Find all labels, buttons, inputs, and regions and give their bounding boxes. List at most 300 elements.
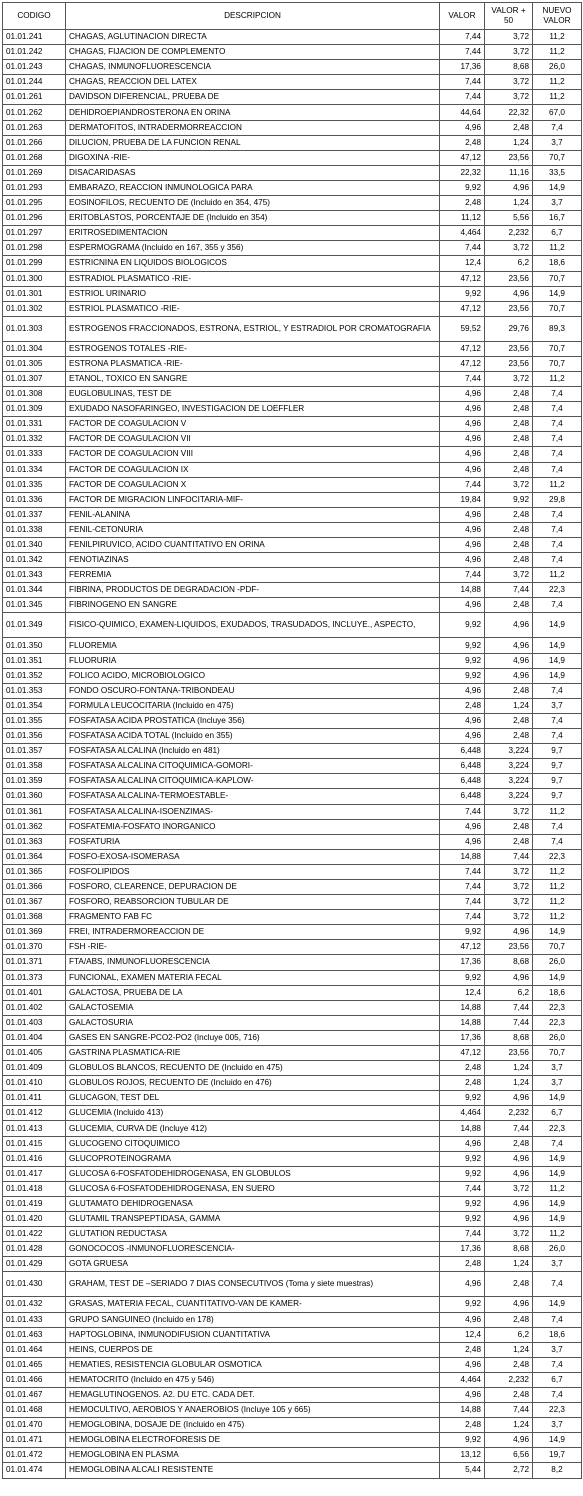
row-valor-mas-50: 1,24 [485, 1076, 533, 1091]
table-row [3, 583, 582, 598]
row-nuevo-valor: 26,0 [533, 1030, 582, 1045]
row-codigo: 01.01.410 [3, 1076, 66, 1091]
row-descripcion: GLUCOGENO CITOQUIMICO [66, 1136, 440, 1151]
table-row [3, 744, 582, 759]
table-row [3, 241, 582, 256]
row-descripcion: FLUORURIA [66, 653, 440, 668]
row-valor-mas-50: 4,96 [485, 1091, 533, 1106]
row-nuevo-valor: 14,9 [533, 1091, 582, 1106]
row-nuevo-valor: 26,0 [533, 1242, 582, 1257]
row-valor: 47,12 [440, 150, 485, 165]
table-row [3, 1181, 582, 1196]
table-row [3, 402, 582, 417]
row-descripcion: DAVIDSON DIFERENCIAL, PRUEBA DE [66, 90, 440, 105]
row-nuevo-valor: 70,7 [533, 1046, 582, 1061]
row-nuevo-valor: 29,8 [533, 492, 582, 507]
row-descripcion: ESTRICNINA EN LIQUIDOS BIOLOGICOS [66, 256, 440, 271]
row-descripcion: FIBRINA, PRODUCTOS DE DEGRADACION -PDF- [66, 583, 440, 598]
row-descripcion: CHAGAS, AGLUTINACION DIRECTA [66, 30, 440, 45]
row-valor-mas-50: 23,56 [485, 341, 533, 356]
row-codigo: 01.01.293 [3, 180, 66, 195]
row-codigo: 01.01.301 [3, 286, 66, 301]
table-row [3, 196, 582, 211]
row-descripcion: CHAGAS, REACCION DEL LATEX [66, 75, 440, 90]
row-descripcion: FOSFATEMIA-FOSFATO INORGANICO [66, 819, 440, 834]
table-row [3, 150, 582, 165]
row-valor: 4,464 [440, 1106, 485, 1121]
row-nuevo-valor: 11,2 [533, 879, 582, 894]
row-nuevo-valor: 70,7 [533, 301, 582, 316]
row-codigo: 01.01.340 [3, 538, 66, 553]
row-valor-mas-50: 3,72 [485, 910, 533, 925]
table-row [3, 30, 582, 45]
row-codigo: 01.01.352 [3, 668, 66, 683]
row-nuevo-valor: 7,4 [533, 713, 582, 728]
row-nuevo-valor: 67,0 [533, 105, 582, 120]
row-descripcion: HEMAGLUTINOGENOS. A2. DU ETC. CADA DET. [66, 1387, 440, 1402]
row-codigo: 01.01.241 [3, 30, 66, 45]
row-nuevo-valor: 7,4 [533, 387, 582, 402]
table-row [3, 1418, 582, 1433]
row-descripcion: GRASAS, MATERIA FECAL, CUANTITATIVO-VAN DE KAMER- [66, 1297, 440, 1312]
row-nuevo-valor: 11,2 [533, 75, 582, 90]
table-row [3, 729, 582, 744]
row-valor-mas-50: 2,48 [485, 553, 533, 568]
row-codigo: 01.01.336 [3, 492, 66, 507]
row-valor: 9,92 [440, 668, 485, 683]
row-nuevo-valor: 6,7 [533, 226, 582, 241]
row-descripcion: FOSFATURIA [66, 834, 440, 849]
row-nuevo-valor: 9,7 [533, 774, 582, 789]
row-valor: 4,96 [440, 1272, 485, 1297]
row-codigo: 01.01.332 [3, 432, 66, 447]
table-row [3, 1015, 582, 1030]
row-valor-mas-50: 23,56 [485, 1046, 533, 1061]
row-nuevo-valor: 70,7 [533, 271, 582, 286]
row-valor: 6,448 [440, 789, 485, 804]
row-valor: 9,92 [440, 638, 485, 653]
row-valor-mas-50: 23,56 [485, 150, 533, 165]
row-valor-mas-50: 3,72 [485, 90, 533, 105]
row-descripcion: FOSFATASA ALCALINA-ISOENZIMAS- [66, 804, 440, 819]
row-nuevo-valor: 11,2 [533, 864, 582, 879]
row-valor: 9,92 [440, 180, 485, 195]
table-row [3, 864, 582, 879]
row-valor-mas-50: 4,96 [485, 970, 533, 985]
table-row [3, 256, 582, 271]
table-row [3, 522, 582, 537]
row-valor: 4,96 [440, 538, 485, 553]
table-row [3, 1121, 582, 1136]
row-codigo: 01.01.413 [3, 1121, 66, 1136]
table-row [3, 432, 582, 447]
table-row [3, 1342, 582, 1357]
table-row [3, 1242, 582, 1257]
row-codigo: 01.01.298 [3, 241, 66, 256]
row-valor: 9,92 [440, 1091, 485, 1106]
row-valor: 4,96 [440, 387, 485, 402]
table-row [3, 1151, 582, 1166]
table-row [3, 45, 582, 60]
row-descripcion: HEMATIES, RESISTENCIA GLOBULAR OSMOTICA [66, 1357, 440, 1372]
row-valor: 14,88 [440, 1015, 485, 1030]
row-valor: 12,4 [440, 1327, 485, 1342]
row-valor: 2,48 [440, 1061, 485, 1076]
row-nuevo-valor: 18,6 [533, 256, 582, 271]
row-valor: 17,36 [440, 60, 485, 75]
row-descripcion: FSH -RIE- [66, 940, 440, 955]
row-valor-mas-50: 3,72 [485, 30, 533, 45]
row-descripcion: FOSFATASA ALCALINA-TERMOESTABLE- [66, 789, 440, 804]
row-descripcion: FACTOR DE COAGULACION V [66, 417, 440, 432]
row-codigo: 01.01.263 [3, 120, 66, 135]
row-valor-mas-50: 4,96 [485, 1297, 533, 1312]
row-codigo: 01.01.297 [3, 226, 66, 241]
row-valor-mas-50: 8,68 [485, 1030, 533, 1045]
row-codigo: 01.01.402 [3, 1000, 66, 1015]
table-row [3, 1272, 582, 1297]
row-descripcion: GLUCEMIA (Incluido 413) [66, 1106, 440, 1121]
table-row [3, 1061, 582, 1076]
row-descripcion: HEMOGLOBINA EN PLASMA [66, 1448, 440, 1463]
row-descripcion: GASES EN SANGRE-PCO2-PO2 (Incluye 005, 716) [66, 1030, 440, 1045]
row-descripcion: FOSFOLIPIDOS [66, 864, 440, 879]
row-valor-mas-50: 6,56 [485, 1448, 533, 1463]
row-valor-mas-50: 4,96 [485, 286, 533, 301]
row-valor-mas-50: 2,48 [485, 1357, 533, 1372]
row-codigo: 01.01.373 [3, 970, 66, 985]
row-codigo: 01.01.360 [3, 789, 66, 804]
table-row [3, 1227, 582, 1242]
row-codigo: 01.01.471 [3, 1433, 66, 1448]
row-codigo: 01.01.361 [3, 804, 66, 819]
table-row [3, 849, 582, 864]
row-descripcion: GALACTOSA, PRUEBA DE LA [66, 985, 440, 1000]
row-valor-mas-50: 7,44 [485, 1000, 533, 1015]
table-row [3, 1403, 582, 1418]
row-valor: 47,12 [440, 940, 485, 955]
row-codigo: 01.01.467 [3, 1387, 66, 1402]
row-valor: 17,36 [440, 1030, 485, 1045]
row-valor-mas-50: 4,96 [485, 1433, 533, 1448]
row-valor: 13,12 [440, 1448, 485, 1463]
header-row [3, 3, 582, 30]
row-valor: 47,12 [440, 341, 485, 356]
table-row [3, 1327, 582, 1342]
row-valor: 4,96 [440, 417, 485, 432]
row-valor-mas-50: 3,72 [485, 804, 533, 819]
row-valor-mas-50: 2,48 [485, 713, 533, 728]
row-nuevo-valor: 11,2 [533, 910, 582, 925]
row-descripcion: DISACARIDASAS [66, 165, 440, 180]
row-codigo: 01.01.412 [3, 1106, 66, 1121]
row-valor: 4,96 [440, 432, 485, 447]
row-valor: 4,96 [440, 120, 485, 135]
table-row [3, 638, 582, 653]
table-row [3, 1212, 582, 1227]
table-row [3, 1357, 582, 1372]
row-nuevo-valor: 70,7 [533, 356, 582, 371]
table-row [3, 301, 582, 316]
table-row [3, 1076, 582, 1091]
row-nuevo-valor: 7,4 [533, 598, 582, 613]
row-nuevo-valor: 7,4 [533, 553, 582, 568]
row-valor: 47,12 [440, 356, 485, 371]
table-row [3, 698, 582, 713]
row-valor-mas-50: 7,44 [485, 583, 533, 598]
row-nuevo-valor: 7,4 [533, 1387, 582, 1402]
row-codigo: 01.01.344 [3, 583, 66, 598]
row-valor: 19,84 [440, 492, 485, 507]
table-row [3, 759, 582, 774]
row-valor-mas-50: 9,92 [485, 492, 533, 507]
row-codigo: 01.01.304 [3, 341, 66, 356]
table-row [3, 507, 582, 522]
row-descripcion: GLUCEMIA, CURVA DE (Incluye 412) [66, 1121, 440, 1136]
row-valor: 7,44 [440, 45, 485, 60]
row-nuevo-valor: 7,4 [533, 1312, 582, 1327]
table-row [3, 819, 582, 834]
row-nuevo-valor: 18,6 [533, 1327, 582, 1342]
row-codigo: 01.01.244 [3, 75, 66, 90]
row-nuevo-valor: 7,4 [533, 729, 582, 744]
row-descripcion: ESTRADIOL PLASMATICO -RIE- [66, 271, 440, 286]
row-codigo: 01.01.342 [3, 553, 66, 568]
row-nuevo-valor: 3,7 [533, 135, 582, 150]
table-body [3, 30, 582, 1479]
row-codigo: 01.01.302 [3, 301, 66, 316]
table-row [3, 447, 582, 462]
row-nuevo-valor: 7,4 [533, 120, 582, 135]
header-valor-mas-50: VALOR + 50 [485, 3, 533, 30]
row-nuevo-valor: 19,7 [533, 1448, 582, 1463]
table-row [3, 316, 582, 341]
row-nuevo-valor: 14,9 [533, 1433, 582, 1448]
table-row [3, 895, 582, 910]
row-valor: 4,96 [440, 447, 485, 462]
row-valor: 14,88 [440, 1000, 485, 1015]
row-descripcion: GASTRINA PLASMATICA-RIE [66, 1046, 440, 1061]
table-row [3, 955, 582, 970]
row-codigo: 01.01.369 [3, 925, 66, 940]
row-codigo: 01.01.295 [3, 196, 66, 211]
row-codigo: 01.01.415 [3, 1136, 66, 1151]
table-row [3, 180, 582, 195]
row-valor: 7,44 [440, 1227, 485, 1242]
row-nuevo-valor: 7,4 [533, 1357, 582, 1372]
row-codigo: 01.01.401 [3, 985, 66, 1000]
row-valor: 2,48 [440, 1342, 485, 1357]
row-valor: 6,448 [440, 759, 485, 774]
row-valor-mas-50: 7,44 [485, 849, 533, 864]
row-codigo: 01.01.363 [3, 834, 66, 849]
row-valor-mas-50: 1,24 [485, 1418, 533, 1433]
row-descripcion: FACTOR DE COAGULACION X [66, 477, 440, 492]
row-valor: 5,44 [440, 1463, 485, 1478]
row-codigo: 01.01.420 [3, 1212, 66, 1227]
row-valor-mas-50: 4,96 [485, 613, 533, 638]
row-descripcion: GRAHAM, TEST DE –SERIADO 7 DIAS CONSECUTIVOS (Toma y siete muestras) [66, 1272, 440, 1297]
row-valor-mas-50: 3,72 [485, 1181, 533, 1196]
row-codigo: 01.01.269 [3, 165, 66, 180]
row-nuevo-valor: 3,7 [533, 1342, 582, 1357]
row-descripcion: FOLICO ACIDO, MICROBIOLOGICO [66, 668, 440, 683]
row-codigo: 01.01.364 [3, 849, 66, 864]
table-row [3, 1166, 582, 1181]
row-descripcion: FACTOR DE COAGULACION IX [66, 462, 440, 477]
row-valor: 2,48 [440, 135, 485, 150]
table-row [3, 538, 582, 553]
row-valor: 7,44 [440, 371, 485, 386]
row-valor-mas-50: 3,72 [485, 477, 533, 492]
row-descripcion: EMBARAZO, REACCION INMUNOLOGICA PARA [66, 180, 440, 195]
row-valor-mas-50: 1,24 [485, 196, 533, 211]
table-row [3, 271, 582, 286]
row-valor-mas-50: 2,48 [485, 834, 533, 849]
row-valor: 6,448 [440, 774, 485, 789]
row-codigo: 01.01.355 [3, 713, 66, 728]
row-valor-mas-50: 3,224 [485, 774, 533, 789]
row-nuevo-valor: 14,9 [533, 1151, 582, 1166]
row-codigo: 01.01.333 [3, 447, 66, 462]
row-codigo: 01.01.474 [3, 1463, 66, 1478]
table-row [3, 1030, 582, 1045]
row-descripcion: EUGLOBULINAS, TEST DE [66, 387, 440, 402]
row-nuevo-valor: 14,9 [533, 668, 582, 683]
table-row [3, 1463, 582, 1478]
row-valor-mas-50: 6,2 [485, 256, 533, 271]
table-row [3, 1257, 582, 1272]
row-codigo: 01.01.362 [3, 819, 66, 834]
row-descripcion: HAPTOGLOBINA, INMUNODIFUSION CUANTITATIVA [66, 1327, 440, 1342]
row-valor: 4,96 [440, 402, 485, 417]
table-row [3, 356, 582, 371]
row-nuevo-valor: 14,9 [533, 180, 582, 195]
table-row [3, 165, 582, 180]
table-row [3, 613, 582, 638]
row-valor-mas-50: 4,96 [485, 638, 533, 653]
row-descripcion: DEHIDROEPIANDROSTERONA EN ORINA [66, 105, 440, 120]
row-descripcion: GRUPO SANGUINEO (Incluido en 178) [66, 1312, 440, 1327]
row-valor: 2,48 [440, 196, 485, 211]
row-valor: 2,48 [440, 1257, 485, 1272]
table-row [3, 492, 582, 507]
row-valor: 11,12 [440, 211, 485, 226]
row-descripcion: GLUCOSA 6-FOSFATODEHIDROGENASA, EN SUERO [66, 1181, 440, 1196]
row-nuevo-valor: 7,4 [533, 1136, 582, 1151]
row-valor-mas-50: 3,224 [485, 759, 533, 774]
row-nuevo-valor: 11,2 [533, 1227, 582, 1242]
row-nuevo-valor: 14,9 [533, 613, 582, 638]
price-table [2, 2, 582, 1479]
row-nuevo-valor: 11,2 [533, 90, 582, 105]
row-codigo: 01.01.464 [3, 1342, 66, 1357]
row-valor-mas-50: 5,56 [485, 211, 533, 226]
row-nuevo-valor: 11,2 [533, 568, 582, 583]
row-descripcion: ERITOBLASTOS, PORCENTAJE DE (Incluido en 354) [66, 211, 440, 226]
row-codigo: 01.01.261 [3, 90, 66, 105]
row-nuevo-valor: 11,2 [533, 1181, 582, 1196]
row-codigo: 01.01.417 [3, 1166, 66, 1181]
row-codigo: 01.01.419 [3, 1196, 66, 1211]
row-nuevo-valor: 14,9 [533, 638, 582, 653]
row-nuevo-valor: 22,3 [533, 1000, 582, 1015]
table-row [3, 1000, 582, 1015]
table-row [3, 879, 582, 894]
row-descripcion: EOSINOFILOS, RECUENTO DE (Incluido en 354, 475) [66, 196, 440, 211]
row-codigo: 01.01.338 [3, 522, 66, 537]
row-codigo: 01.01.309 [3, 402, 66, 417]
row-valor: 4,96 [440, 819, 485, 834]
row-nuevo-valor: 3,7 [533, 1257, 582, 1272]
row-valor-mas-50: 2,48 [485, 447, 533, 462]
row-valor: 4,96 [440, 507, 485, 522]
row-valor-mas-50: 11,16 [485, 165, 533, 180]
row-nuevo-valor: 11,2 [533, 45, 582, 60]
row-valor: 9,92 [440, 1297, 485, 1312]
row-valor: 9,92 [440, 1433, 485, 1448]
row-descripcion: ESPERMOGRAMA (Incluido en 167, 355 y 356) [66, 241, 440, 256]
row-valor: 4,96 [440, 713, 485, 728]
row-codigo: 01.01.334 [3, 462, 66, 477]
row-nuevo-valor: 7,4 [533, 538, 582, 553]
row-descripcion: HEMOCULTIVO, AEROBIOS Y ANAEROBIOS (Incluye 105 y 665) [66, 1403, 440, 1418]
row-descripcion: GLUTATION REDUCTASA [66, 1227, 440, 1242]
row-codigo: 01.01.371 [3, 955, 66, 970]
row-nuevo-valor: 11,2 [533, 477, 582, 492]
row-descripcion: ETANOL, TOXICO EN SANGRE [66, 371, 440, 386]
row-nuevo-valor: 11,2 [533, 371, 582, 386]
table-row [3, 1091, 582, 1106]
row-valor-mas-50: 2,48 [485, 598, 533, 613]
row-nuevo-valor: 18,6 [533, 985, 582, 1000]
row-valor-mas-50: 23,56 [485, 356, 533, 371]
row-valor-mas-50: 7,44 [485, 1403, 533, 1418]
row-valor: 9,92 [440, 1212, 485, 1227]
row-descripcion: FOSFATASA ALCALINA CITOQUIMICA-KAPLOW- [66, 774, 440, 789]
row-valor-mas-50: 2,48 [485, 522, 533, 537]
row-nuevo-valor: 9,7 [533, 789, 582, 804]
row-nuevo-valor: 9,7 [533, 759, 582, 774]
row-codigo: 01.01.354 [3, 698, 66, 713]
row-valor-mas-50: 3,72 [485, 1227, 533, 1242]
row-descripcion: FACTOR DE MIGRACION LINFOCITARIA-MIF- [66, 492, 440, 507]
row-codigo: 01.01.465 [3, 1357, 66, 1372]
header-nuevo-valor: NUEVO VALOR [533, 3, 582, 30]
row-descripcion: FREI, INTRADERMOREACCION DE [66, 925, 440, 940]
row-codigo: 01.01.356 [3, 729, 66, 744]
row-nuevo-valor: 3,7 [533, 1418, 582, 1433]
table-row [3, 477, 582, 492]
row-valor-mas-50: 2,48 [485, 1136, 533, 1151]
row-valor-mas-50: 4,96 [485, 1196, 533, 1211]
row-nuevo-valor: 8,2 [533, 1463, 582, 1478]
row-codigo: 01.01.299 [3, 256, 66, 271]
table-row [3, 1387, 582, 1402]
table-row [3, 75, 582, 90]
row-valor: 44,64 [440, 105, 485, 120]
row-descripcion: DERMATOFITOS, INTRADERMORREACCION [66, 120, 440, 135]
row-valor-mas-50: 4,96 [485, 653, 533, 668]
row-valor: 17,36 [440, 1242, 485, 1257]
table-row [3, 1136, 582, 1151]
row-valor: 9,92 [440, 613, 485, 638]
row-codigo: 01.01.472 [3, 1448, 66, 1463]
row-valor-mas-50: 2,48 [485, 417, 533, 432]
row-valor: 7,44 [440, 879, 485, 894]
row-descripcion: CHAGAS, FIJACION DE COMPLEMENTO [66, 45, 440, 60]
row-valor: 9,92 [440, 1166, 485, 1181]
